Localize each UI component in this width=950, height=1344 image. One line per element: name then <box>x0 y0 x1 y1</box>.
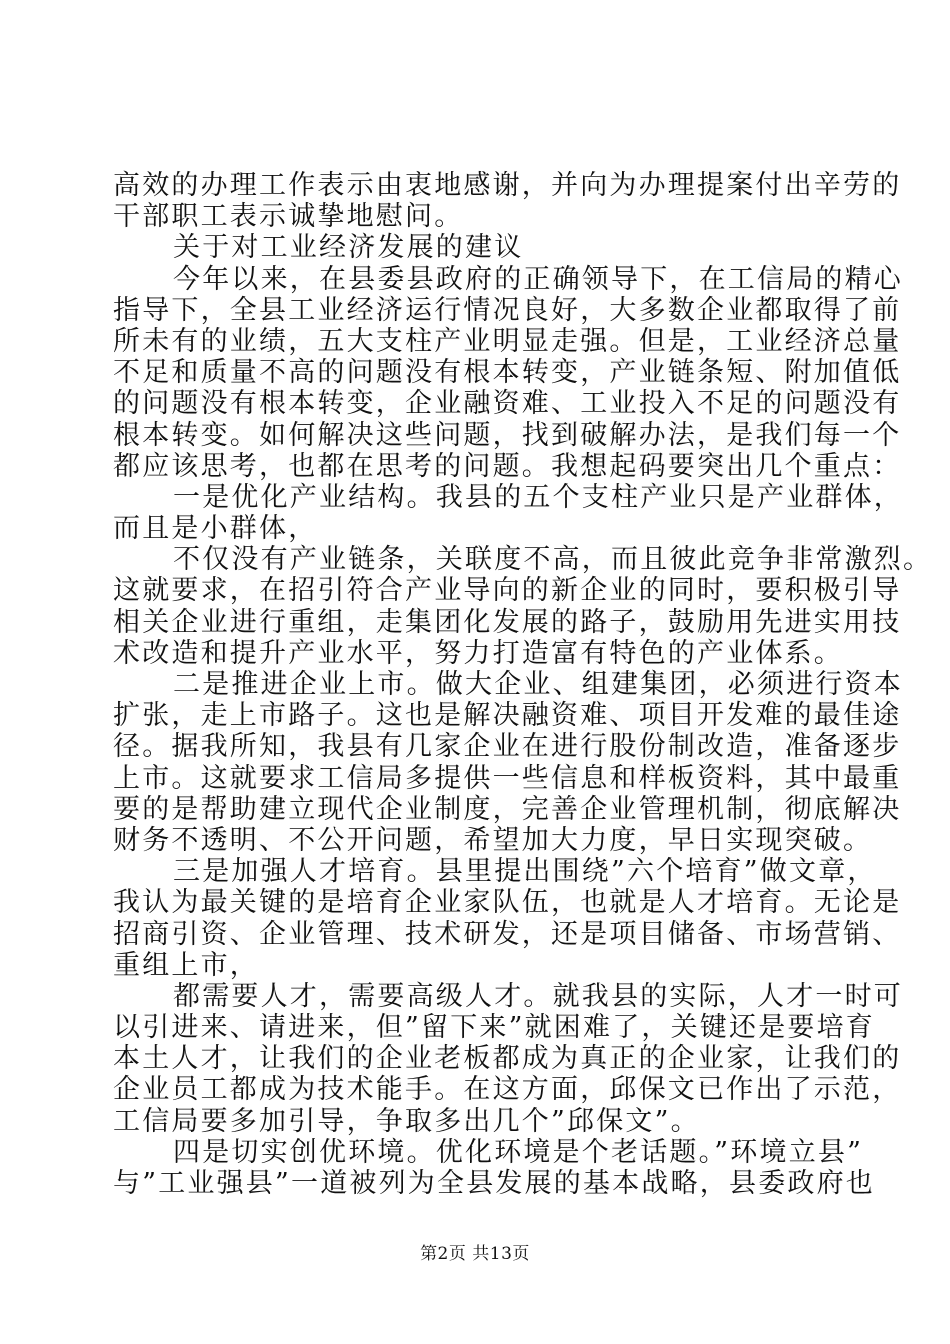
text-line: 上市。这就要求工信局多提供一些信息和样板资料，其中最重 <box>113 762 902 794</box>
text-line: 的问题没有根本转变，企业融资难、工业投入不足的问题没有 <box>113 388 902 420</box>
text-line: 企业员工都成为技术能手。在这方面，邱保文已作出了示范， <box>113 1074 902 1106</box>
text-line: 所未有的业绩，五大支柱产业明显走强。但是，工业经济总量 <box>113 325 902 357</box>
text-line: 都应该思考，也都在思考的问题。我想起码要突出几个重点： <box>113 450 902 482</box>
text-line: 术改造和提升产业水平，努力打造富有特色的产业体系。 <box>113 637 843 669</box>
text-line: 根本转变。如何解决这些问题，找到破解办法，是我们每一个 <box>113 419 902 451</box>
text-line: 招商引资、企业管理、技术研发，还是项目储备、市场营销、 <box>113 918 902 950</box>
text-line: 径。据我所知，我县有几家企业在进行股份制改造，准备逐步 <box>113 731 902 763</box>
text-line: 不足和质量不高的问题没有根本转变，产业链条短、附加值低 <box>113 357 902 389</box>
text-line: 与”工业强县”一道被列为全县发展的基本战略，县委政府也 <box>113 1168 876 1199</box>
text-line: 二是推进企业上市。做大企业、组建集团，必须进行资本 <box>173 669 903 700</box>
page-footer: 第2页 共13页 <box>420 1244 530 1264</box>
text-line: 三是加强人才培育。县里提出围绕”六个培育”做文章， <box>173 856 877 888</box>
text-line: 相关企业进行重组，走集团化发展的路子，鼓励用先进实用技 <box>113 606 902 638</box>
text-line: 重组上市， <box>113 949 259 981</box>
text-line: 一是优化产业结构。我县的五个支柱产业只是产业群体， <box>173 481 903 513</box>
text-line: 指导下，全县工业经济运行情况良好，大多数企业都取得了前 <box>113 294 902 326</box>
text-line: 扩张，走上市路子。这也是解决融资难、项目开发难的最佳途 <box>113 700 902 732</box>
text-line: 不仅没有产业链条，关联度不高，而且彼此竞争非常激烈。 <box>173 544 933 576</box>
document-body <box>113 170 933 1199</box>
text-line: 而且是小群体， <box>113 513 318 545</box>
text-line: 财务不透明、不公开问题，希望加大力度，早日实现突破。 <box>113 824 873 856</box>
text-line: 高效的办理工作表示由衷地感谢，并向为办理提案付出辛劳的 <box>113 170 902 201</box>
text-line: 工信局要多加引导，争取多出几个”邱保文”。 <box>113 1105 700 1137</box>
text-line: 本土人才，让我们的企业老板都成为真正的企业家，让我们的 <box>113 1043 902 1075</box>
text-line: 这就要求，在招引符合产业导向的新企业的同时，要积极引导 <box>113 575 902 607</box>
text-line: 都需要人才，需要高级人才。就我县的实际，人才一时可 <box>173 980 903 1012</box>
text-line: 我认为最关键的是培育企业家队伍，也就是人才培育。无论是 <box>113 887 902 919</box>
text-line: 要的是帮助建立现代企业制度，完善企业管理机制，彻底解决 <box>113 793 902 825</box>
text-line: 今年以来，在县委县政府的正确领导下，在工信局的精心 <box>173 263 903 295</box>
text-line: 四是切实创优环境。优化环境是个老话题。”环境立县” <box>173 1136 864 1168</box>
text-line: 以引进来、请进来，但”留下来”就困难了，关键还是要培育 <box>113 1012 876 1044</box>
text-line: 干部职工表示诚挚地慰问。 <box>113 201 464 233</box>
text-line: 关于对工业经济发展的建议 <box>173 232 524 264</box>
